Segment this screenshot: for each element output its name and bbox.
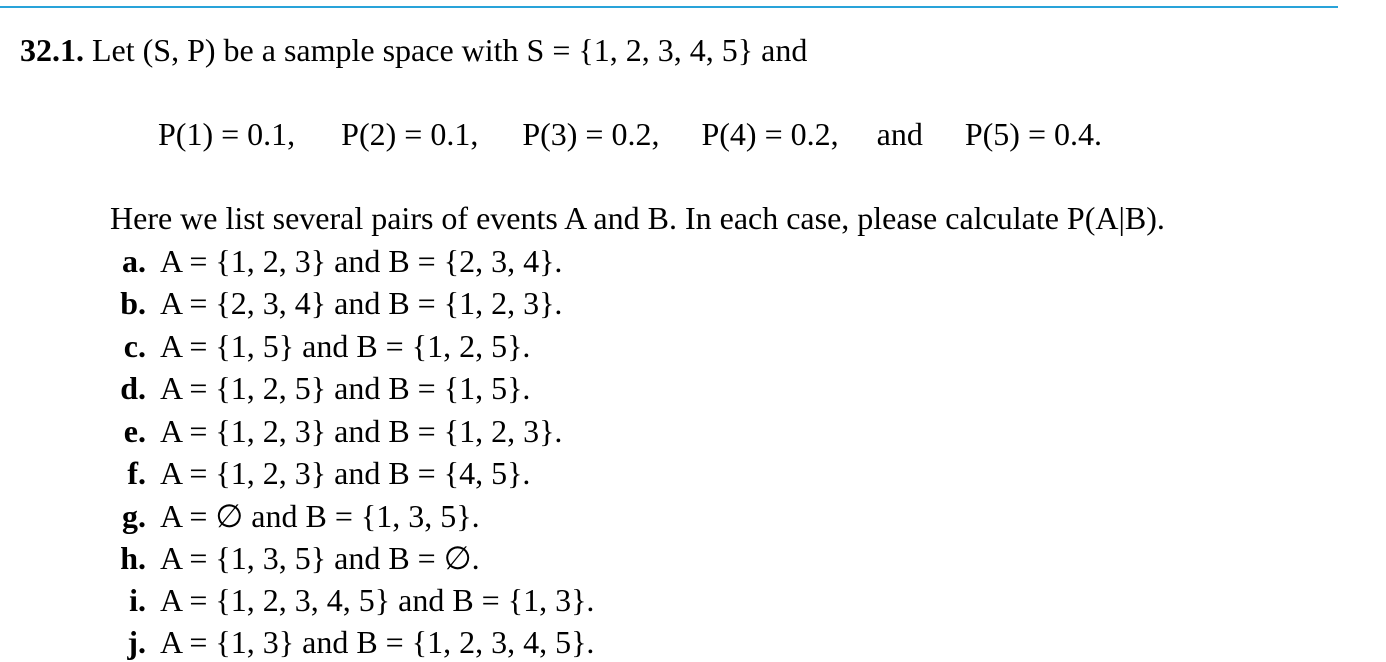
- prob-5: P(5) = 0.4.: [964, 116, 1102, 152]
- part-label: b.: [120, 285, 146, 321]
- part-text: A = {1, 2, 3, 4, 5} and B = {1, 3}.: [160, 582, 595, 618]
- prob-1: P(1) = 0.1,: [158, 116, 296, 152]
- part-label: g.: [122, 498, 146, 534]
- part-text: A = {1, 3, 5} and B = ∅.: [160, 540, 480, 576]
- problem-number: 32.1.: [20, 32, 84, 68]
- part-text: A = {2, 3, 4} and B = {1, 2, 3}.: [160, 285, 563, 321]
- part-label: a.: [122, 243, 146, 279]
- part-d: [110, 368, 530, 408]
- part-text: A = ∅ and B = {1, 3, 5}.: [160, 498, 480, 534]
- part-text: A = {1, 5} and B = {1, 2, 5}.: [160, 328, 531, 364]
- part-text: A = {1, 2, 3} and B = {1, 2, 3}.: [160, 413, 563, 449]
- part-i: [110, 580, 594, 620]
- part-label: e.: [123, 413, 146, 449]
- part-label: d.: [120, 370, 146, 406]
- prob-3: P(3) = 0.2,: [522, 116, 660, 152]
- instruction-text: Here we list several pairs of events A and B. In each case, please calculate P(A|B).: [110, 200, 1165, 236]
- problem-heading: [20, 30, 807, 70]
- prob-2: P(2) = 0.1,: [341, 116, 479, 152]
- part-h: [110, 538, 480, 578]
- part-text: A = {1, 2, 3} and B = {4, 5}.: [160, 455, 531, 491]
- part-label: h.: [120, 540, 146, 576]
- top-rule: [0, 6, 1338, 8]
- part-g: [110, 496, 480, 536]
- part-text: A = {1, 2, 3} and B = {2, 3, 4}.: [160, 243, 563, 279]
- prob-4: P(4) = 0.2,: [701, 116, 839, 152]
- part-label: c.: [123, 328, 146, 364]
- part-text: A = {1, 3} and B = {1, 2, 3, 4, 5}.: [160, 624, 595, 660]
- prob-and: and: [876, 116, 923, 152]
- part-f: [110, 453, 530, 493]
- part-j: [110, 622, 594, 662]
- part-a: [110, 241, 562, 281]
- problem-intro: Let (S, P) be a sample space with S = {1, 2, 3, 4, 5} and: [92, 32, 808, 68]
- part-label: i.: [129, 582, 146, 618]
- part-label: f.: [127, 455, 146, 491]
- part-c: [110, 326, 530, 366]
- part-e: [110, 411, 562, 451]
- part-label: j.: [127, 624, 146, 660]
- probability-row: [158, 114, 1102, 154]
- part-b: [110, 283, 562, 323]
- part-text: A = {1, 2, 5} and B = {1, 5}.: [160, 370, 531, 406]
